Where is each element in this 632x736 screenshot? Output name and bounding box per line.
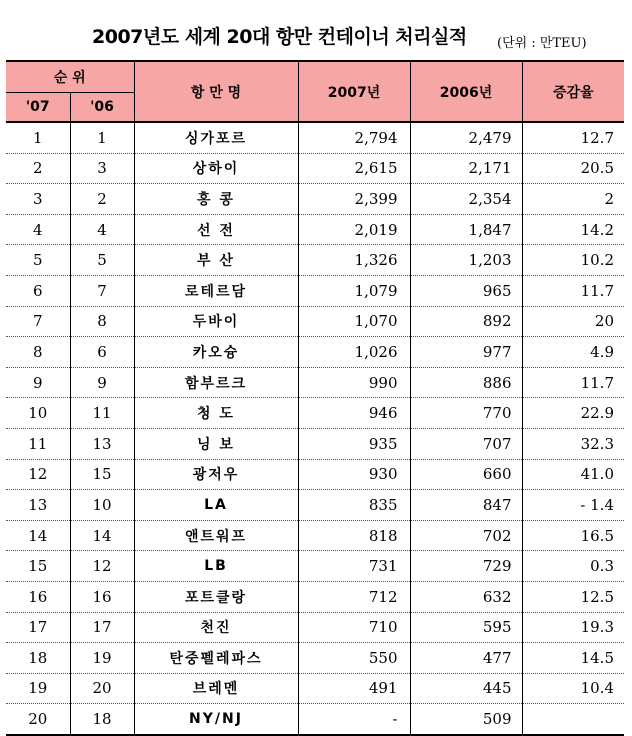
change-rate-cell: 20.5 <box>522 153 624 184</box>
volume-2007-cell: 990 <box>298 367 410 398</box>
table-row <box>6 704 624 735</box>
volume-2006-cell: 965 <box>410 275 522 306</box>
table-row <box>6 520 624 551</box>
rank-2006-cell: 11 <box>70 398 134 429</box>
rank-2006-cell: 17 <box>70 612 134 643</box>
page-title: 2007년도 세계 20대 항만 컨테이너 처리실적 <box>92 26 467 48</box>
rank-2006-cell: 8 <box>70 306 134 337</box>
rank-2006-cell: 4 <box>70 214 134 245</box>
port-name-cell: 싱가포르 <box>134 122 298 153</box>
table-row <box>6 428 624 459</box>
rank-2007-cell: 3 <box>6 184 70 215</box>
change-rate-cell: 11.7 <box>522 275 624 306</box>
header-2006: 2006년 <box>410 61 522 122</box>
change-rate-cell: 22.9 <box>522 398 624 429</box>
rank-2006-cell: 10 <box>70 490 134 521</box>
table-row <box>6 612 624 643</box>
rank-2007-cell: 10 <box>6 398 70 429</box>
volume-2007-cell: 835 <box>298 490 410 521</box>
unit-note: (단위 : 만TEU) <box>497 36 587 51</box>
volume-2006-cell: 702 <box>410 520 522 551</box>
volume-2006-cell: 707 <box>410 428 522 459</box>
rank-2006-cell: 7 <box>70 275 134 306</box>
volume-2006-cell: 886 <box>410 367 522 398</box>
rank-2006-cell: 3 <box>70 153 134 184</box>
volume-2007-cell: 2,794 <box>298 122 410 153</box>
volume-2006-cell: 729 <box>410 551 522 582</box>
rank-2007-cell: 8 <box>6 337 70 368</box>
volume-2007-cell: 935 <box>298 428 410 459</box>
table-row <box>6 551 624 582</box>
port-name-cell: 천진 <box>134 612 298 643</box>
volume-2007-cell: 930 <box>298 459 410 490</box>
rank-2006-cell: 16 <box>70 581 134 612</box>
table-row <box>6 245 624 276</box>
port-name-cell: 상하이 <box>134 153 298 184</box>
volume-2006-cell: 1,847 <box>410 214 522 245</box>
rank-2007-cell: 4 <box>6 214 70 245</box>
header-rank: 순 위 <box>6 61 134 93</box>
port-name-cell: NY/NJ <box>134 704 298 735</box>
table-row <box>6 643 624 674</box>
change-rate-cell: 4.9 <box>522 337 624 368</box>
rank-2007-cell: 2 <box>6 153 70 184</box>
volume-2007-cell: 550 <box>298 643 410 674</box>
volume-2007-cell: 710 <box>298 612 410 643</box>
rank-2006-cell: 6 <box>70 337 134 368</box>
change-rate-cell: 19.3 <box>522 612 624 643</box>
volume-2007-cell: 818 <box>298 520 410 551</box>
volume-2006-cell: 509 <box>410 704 522 735</box>
volume-2007-cell: 1,326 <box>298 245 410 276</box>
change-rate-cell: 16.5 <box>522 520 624 551</box>
volume-2006-cell: 595 <box>410 612 522 643</box>
rank-2007-cell: 1 <box>6 122 70 153</box>
change-rate-cell: 41.0 <box>522 459 624 490</box>
rank-2007-cell: 19 <box>6 673 70 704</box>
volume-2006-cell: 632 <box>410 581 522 612</box>
volume-2007-cell: 731 <box>298 551 410 582</box>
port-name-cell: 앤트워프 <box>134 520 298 551</box>
volume-2007-cell: - <box>298 704 410 735</box>
volume-2006-cell: 2,354 <box>410 184 522 215</box>
port-name-cell: 로테르담 <box>134 275 298 306</box>
table-row <box>6 214 624 245</box>
change-rate-cell: 14.5 <box>522 643 624 674</box>
header-change-rate: 증감율 <box>522 61 624 122</box>
port-name-cell: LA <box>134 490 298 521</box>
volume-2007-cell: 946 <box>298 398 410 429</box>
table-row <box>6 306 624 337</box>
change-rate-cell: 0.3 <box>522 551 624 582</box>
port-name-cell: LB <box>134 551 298 582</box>
rank-2006-cell: 13 <box>70 428 134 459</box>
volume-2006-cell: 2,479 <box>410 122 522 153</box>
port-name-cell: 포트클랑 <box>134 581 298 612</box>
rank-2007-cell: 16 <box>6 581 70 612</box>
port-name-cell: 청 도 <box>134 398 298 429</box>
change-rate-cell: 12.5 <box>522 581 624 612</box>
rank-2006-cell: 1 <box>70 122 134 153</box>
volume-2006-cell: 847 <box>410 490 522 521</box>
port-name-cell: 닝 보 <box>134 428 298 459</box>
change-rate-cell: 10.2 <box>522 245 624 276</box>
volume-2006-cell: 477 <box>410 643 522 674</box>
rank-2007-cell: 11 <box>6 428 70 459</box>
table-row <box>6 184 624 215</box>
change-rate-cell: 2 <box>522 184 624 215</box>
port-name-cell: 브레멘 <box>134 673 298 704</box>
volume-2007-cell: 2,615 <box>298 153 410 184</box>
table-row <box>6 367 624 398</box>
table-row <box>6 275 624 306</box>
header-2007: 2007년 <box>298 61 410 122</box>
table-row <box>6 581 624 612</box>
rank-2006-cell: 12 <box>70 551 134 582</box>
volume-2007-cell: 491 <box>298 673 410 704</box>
rank-2006-cell: 20 <box>70 673 134 704</box>
table-row <box>6 337 624 368</box>
rank-2006-cell: 9 <box>70 367 134 398</box>
volume-2006-cell: 660 <box>410 459 522 490</box>
table-body <box>6 122 624 735</box>
rank-2006-cell: 2 <box>70 184 134 215</box>
header-rank-06: '06 <box>70 93 134 123</box>
change-rate-cell <box>522 704 624 735</box>
header-port-name: 항 만 명 <box>134 61 298 122</box>
rank-2007-cell: 14 <box>6 520 70 551</box>
port-name-cell: 선 전 <box>134 214 298 245</box>
change-rate-cell: - 1.4 <box>522 490 624 521</box>
volume-2006-cell: 2,171 <box>410 153 522 184</box>
volume-2007-cell: 2,019 <box>298 214 410 245</box>
port-name-cell: 두바이 <box>134 306 298 337</box>
table-row <box>6 459 624 490</box>
table-row <box>6 153 624 184</box>
rank-2007-cell: 20 <box>6 704 70 735</box>
volume-2007-cell: 1,026 <box>298 337 410 368</box>
change-rate-cell: 10.4 <box>522 673 624 704</box>
rank-2006-cell: 19 <box>70 643 134 674</box>
rank-2007-cell: 5 <box>6 245 70 276</box>
table-row <box>6 673 624 704</box>
change-rate-cell: 12.7 <box>522 122 624 153</box>
table-row <box>6 490 624 521</box>
rank-2007-cell: 6 <box>6 275 70 306</box>
rank-2006-cell: 5 <box>70 245 134 276</box>
port-name-cell: 광저우 <box>134 459 298 490</box>
rank-2006-cell: 14 <box>70 520 134 551</box>
change-rate-cell: 32.3 <box>522 428 624 459</box>
rank-2007-cell: 7 <box>6 306 70 337</box>
volume-2006-cell: 1,203 <box>410 245 522 276</box>
volume-2006-cell: 445 <box>410 673 522 704</box>
volume-2006-cell: 770 <box>410 398 522 429</box>
port-name-cell: 카오슝 <box>134 337 298 368</box>
table-row <box>6 122 624 153</box>
table-row <box>6 398 624 429</box>
volume-2006-cell: 892 <box>410 306 522 337</box>
change-rate-cell: 20 <box>522 306 624 337</box>
change-rate-cell: 11.7 <box>522 367 624 398</box>
volume-2007-cell: 1,079 <box>298 275 410 306</box>
volume-2006-cell: 977 <box>410 337 522 368</box>
port-ranking-table <box>6 60 624 736</box>
rank-2007-cell: 15 <box>6 551 70 582</box>
rank-2006-cell: 18 <box>70 704 134 735</box>
rank-2007-cell: 17 <box>6 612 70 643</box>
volume-2007-cell: 712 <box>298 581 410 612</box>
port-name-cell: 홍 콩 <box>134 184 298 215</box>
header-rank-07: '07 <box>6 93 70 123</box>
rank-2007-cell: 9 <box>6 367 70 398</box>
volume-2007-cell: 2,399 <box>298 184 410 215</box>
change-rate-cell: 14.2 <box>522 214 624 245</box>
rank-2007-cell: 13 <box>6 490 70 521</box>
rank-2006-cell: 15 <box>70 459 134 490</box>
port-name-cell: 함부르크 <box>134 367 298 398</box>
port-name-cell: 탄중펠레파스 <box>134 643 298 674</box>
port-name-cell: 부 산 <box>134 245 298 276</box>
rank-2007-cell: 12 <box>6 459 70 490</box>
volume-2007-cell: 1,070 <box>298 306 410 337</box>
rank-2007-cell: 18 <box>6 643 70 674</box>
